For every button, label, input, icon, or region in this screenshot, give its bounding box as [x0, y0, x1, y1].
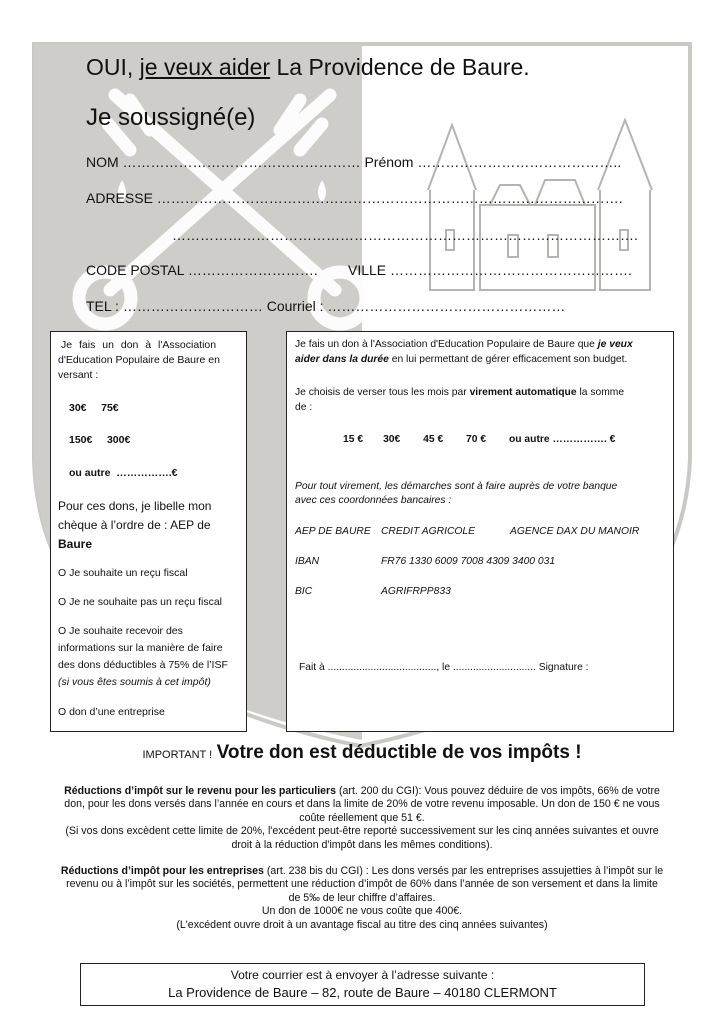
adresse-field[interactable]: ADRESSE ……………………………………………………………………………………….: [86, 190, 623, 206]
cheque-line3: Baure: [58, 537, 93, 551]
monthly-transfer-line2: de :: [295, 402, 313, 413]
tel-courriel-field[interactable]: TEL : ………………………… Courriel : ……………………………………………: [86, 298, 566, 314]
tax-companies-note: (L'excédent ouvre droit à un avantage fiscal au titre des cinq années suivantes): [176, 918, 548, 931]
cheque-line1: Pour ces dons, je libelle mon: [58, 499, 212, 513]
amount-options-row2[interactable]: 150€ 300€: [69, 434, 131, 446]
option-company[interactable]: O don d’une entreprise: [58, 706, 165, 718]
important-label: IMPORTANT !: [142, 749, 213, 761]
mailing-address-box: [80, 963, 645, 1006]
form-title: OUI, je veux aider La Providence de Baure.: [86, 54, 530, 80]
mailing-intro: Votre courrier est à envoyer à l’adresse suivante :: [230, 968, 495, 982]
signature-field[interactable]: Fait à ......................................, le ............................. Signature :: [299, 662, 589, 673]
bank-agency: AGENCE DAX DU MANOIR: [510, 526, 640, 537]
option-no-receipt[interactable]: O Je ne souhaite pas un reçu fiscal: [58, 596, 223, 608]
cheque-line2: chèque à l’ordre de : AEP de: [58, 518, 211, 532]
monthly-donation-box: [286, 331, 674, 732]
tax-individuals-note: (Si vos dons excèdent cette limite de 20%, l'excédent peut-être reporté successivement sur les cinq années suivantes et ouvre droit à la réduction d'impôt dans les mêmes conditions).: [65, 825, 659, 851]
left-intro-line3: versant :: [58, 369, 99, 381]
right-intro-line1: Je fais un don à l'Association d'Education Populaire de Baure que je veux: [295, 339, 633, 350]
mailing-address: La Providence de Baure – 82, route de Baure – 40180 CLERMONT: [168, 985, 557, 1000]
amount-options-row1[interactable]: 30€ 75€: [69, 402, 119, 414]
monthly-amount-options[interactable]: 15 € 30€ 45 € 70 € ou autre ……………. €: [343, 434, 616, 445]
iban-label: IBAN: [295, 556, 320, 567]
tax-companies-example: Un don de 1000€ ne vous coûte que 400€.: [261, 905, 463, 918]
iban-value: FR76 1330 6009 7008 4309 3400 031: [381, 556, 556, 567]
code-postal-field[interactable]: CODE POSTAL ……………………….: [86, 262, 318, 278]
isf-info-line4: (si vous êtes soumis à cet impôt): [58, 676, 211, 688]
one-off-donation-box: [50, 331, 247, 732]
option-receipt[interactable]: O Je souhaite un reçu fiscal: [58, 567, 188, 579]
important-headline: Votre don est déductible de vos impôts !: [216, 742, 582, 763]
option-isf-info[interactable]: O Je souhaite recevoir des: [58, 625, 183, 637]
monthly-transfer-line1: Je choisis de verser tous les mois par virement automatique la somme: [295, 387, 625, 398]
isf-info-line2: informations sur la manière de faire: [58, 642, 223, 654]
left-intro-line2: d'Education Populaire de Baure en: [58, 354, 220, 366]
right-intro-line2: aider dans la durée en lui permettant de gérer efficacement son budget.: [295, 354, 628, 365]
ville-field[interactable]: VILLE …………………………………………….: [348, 262, 632, 278]
bank-note-line2: avec ces coordonnées bancaires :: [295, 495, 452, 506]
bank-name: CREDIT AGRICOLE: [381, 526, 476, 537]
tax-companies-paragraph: Réductions d’impôt pour les entreprises (art. 238 bis du CGI) : Les dons versés par les entreprises assujetties à l’impôt sur le revenu ou à l’impôt sur les sociétés, permettent une réduction d’impôt de 60% dans l’année de son versement et dans la limite de 5‰ de leur chiffre d’affaires. Un don de 1000€ ne vous coûte que 400€. (L'excédent ouvre droit à un avantage fiscal au titre des cinq années suivantes): [60, 865, 664, 931]
bank-note-line1: Pour tout virement, les démarches sont à faire auprès de votre banque: [295, 481, 618, 492]
important-banner: [0, 742, 724, 764]
form-subtitle: Je soussigné(e): [86, 104, 256, 131]
isf-info-line3: des dons déductibles à 75% de l’ISF: [58, 659, 228, 671]
account-holder: AEP DE BAURE: [295, 526, 371, 537]
other-amount-field[interactable]: ou autre …………….€: [69, 467, 178, 479]
nom-prenom-field[interactable]: NOM …………………………………………… Prénom ……………………………………..: [86, 154, 622, 170]
bic-value: AGRIFRPP833: [381, 586, 451, 597]
bic-label: BIC: [295, 586, 313, 597]
left-intro-line1: Je fais un don à l'Association: [61, 339, 217, 351]
adresse-field-line2[interactable]: ……………………………………………………………………………………….: [172, 227, 638, 243]
tax-individuals-paragraph: Réductions d’impôt sur le revenu pour les particuliers (art. 200 du CGI): Vous pouvez déduire de vos impôts, 66% de votre don, pour les dons versés dans l’année en cours et dans la limite de 20% de votre revenu imposable. Un don de 150 € ne vous coûte réellement que 51 €. (Si vos dons excèdent cette limite de 20%, l'excédent peut-être reporté successivement sur les cinq années suivantes et ouvre droit à la réduction d'impôt dans les mêmes conditions).: [64, 785, 660, 851]
